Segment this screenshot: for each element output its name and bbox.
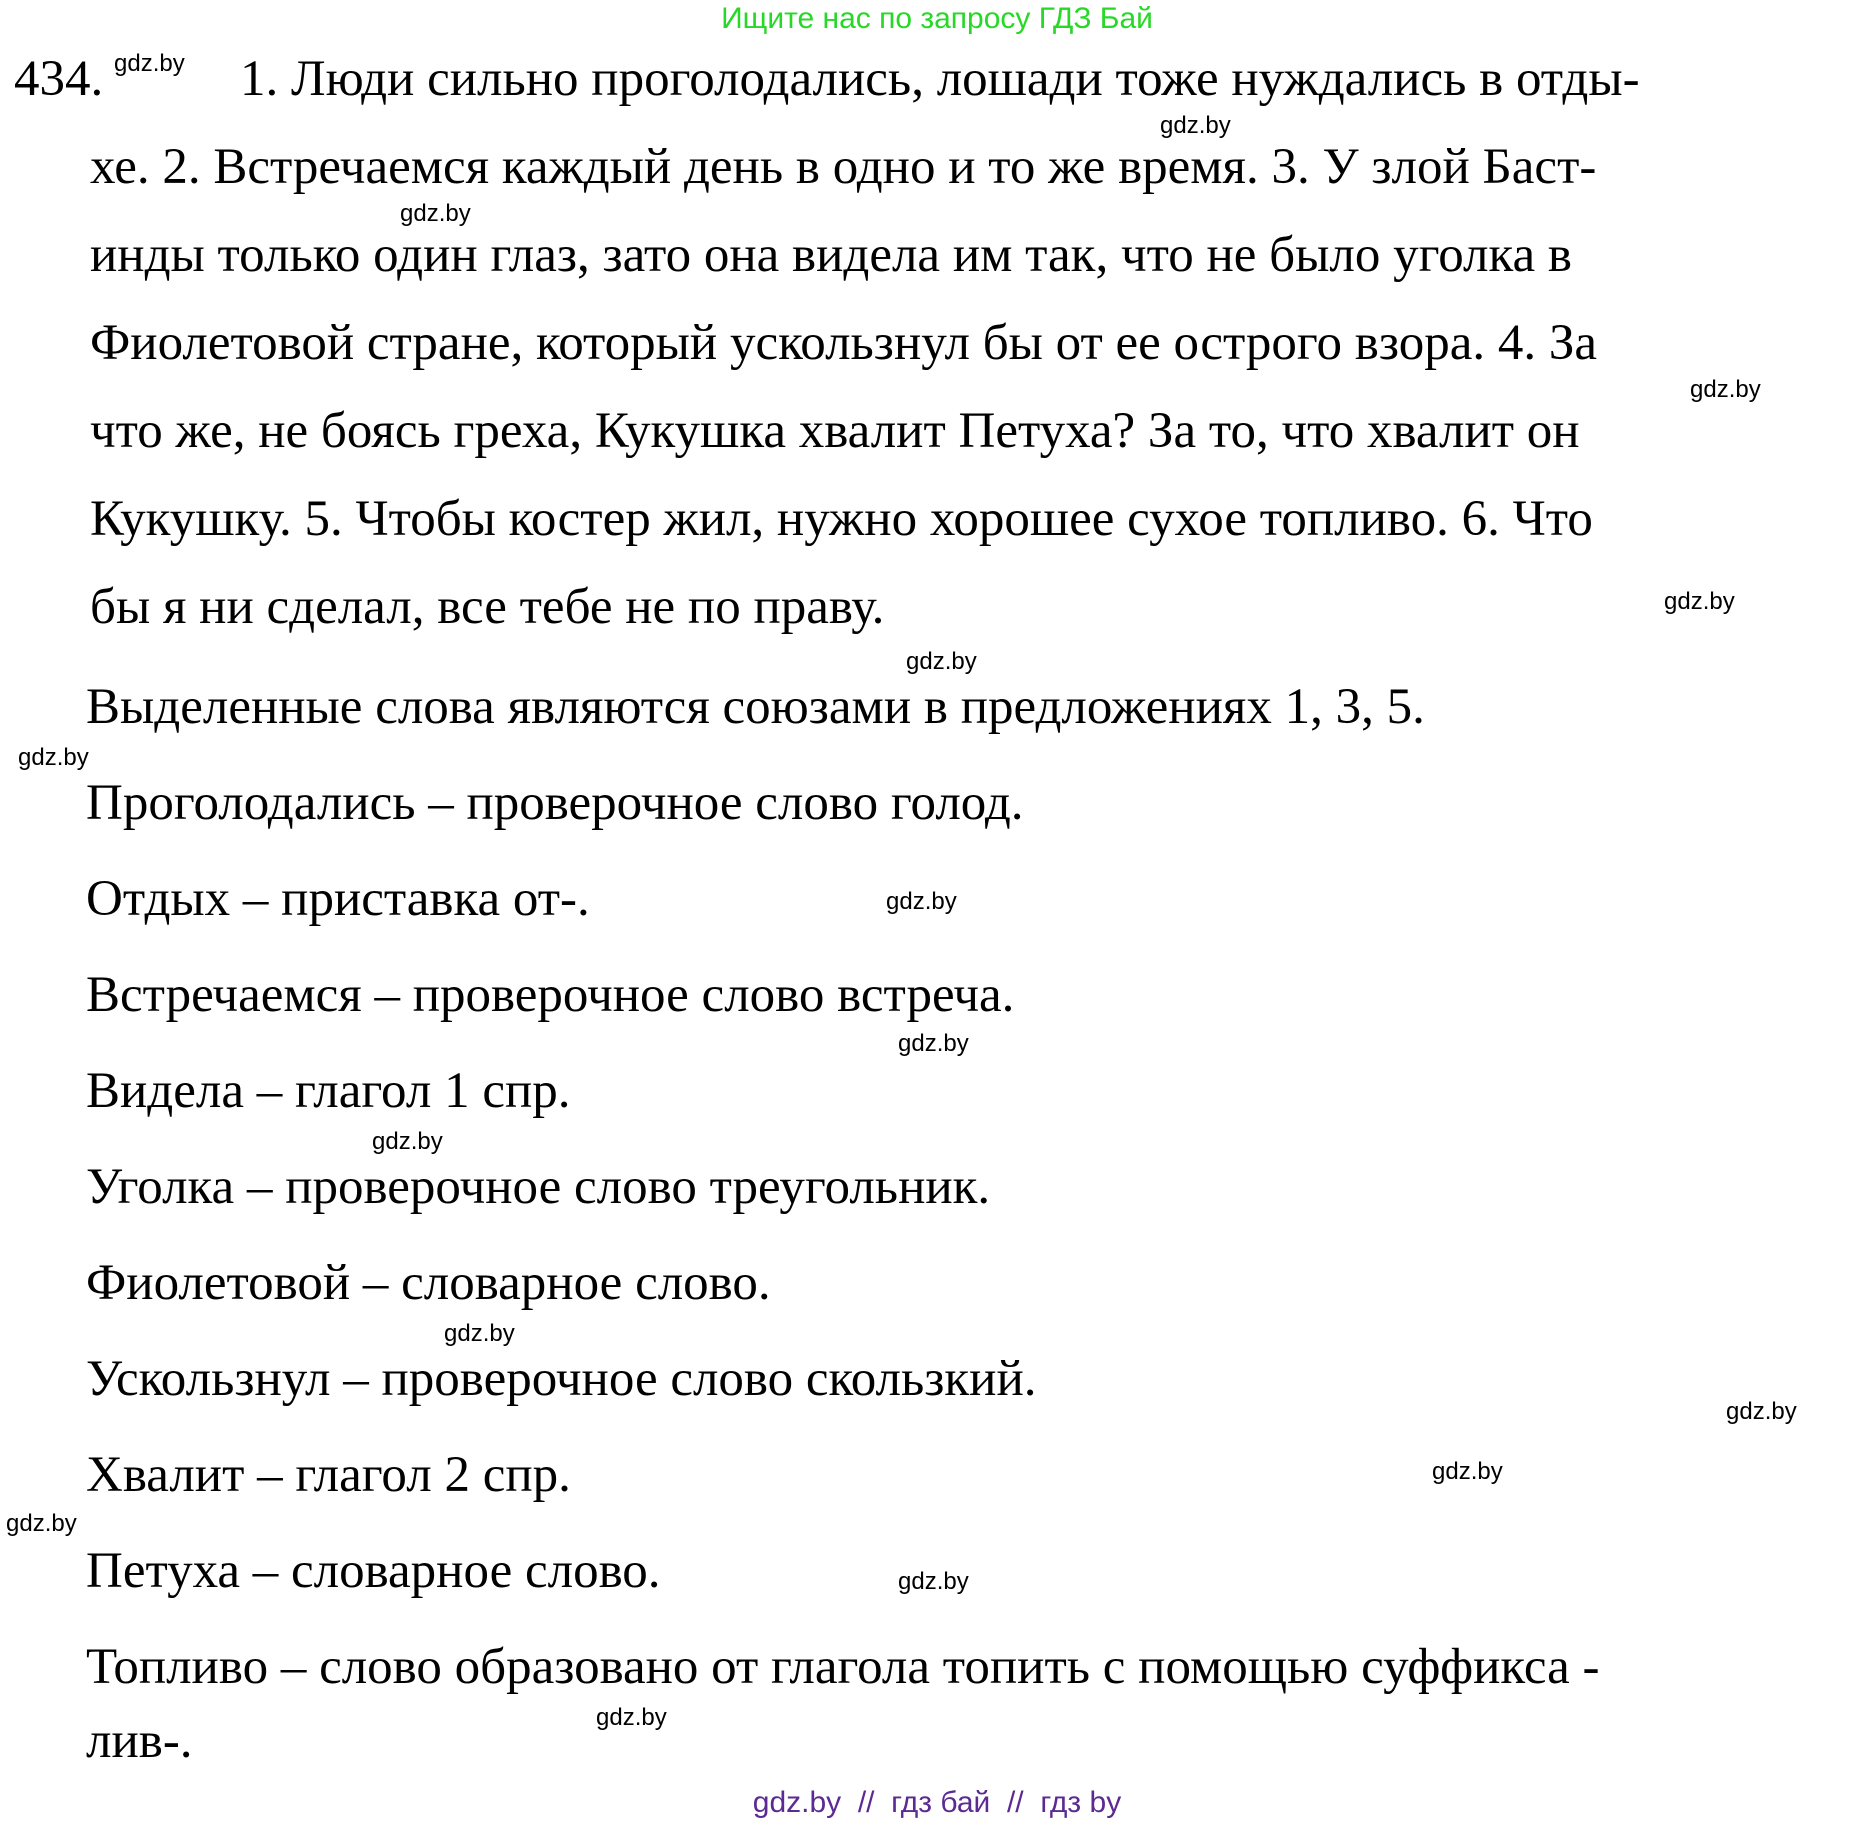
paragraph-line: инды только один глаз, зато она видела им так, что не было уголка в <box>90 227 1572 283</box>
watermark: gdz.by <box>444 1320 515 1347</box>
answer-line: Отдых – приставка от-. <box>86 871 590 927</box>
watermark: gdz.by <box>1160 112 1231 139</box>
paragraph-line: бы я ни сделал, все тебе не по праву. <box>90 579 885 635</box>
answer-line: Петуха – словарное слово. <box>86 1543 661 1599</box>
paragraph-line: Фиолетовой стране, который ускользнул бы от ее острого взора. 4. За <box>90 315 1598 371</box>
footer-links: gdz.by // гдз бай // гдз by <box>752 1786 1122 1819</box>
watermark: gdz.by <box>1432 1458 1503 1485</box>
watermark: gdz.by <box>400 200 471 227</box>
watermark: gdz.by <box>886 888 957 915</box>
paragraph-line: Кукушку. 5. Чтобы костер жил, нужно хорошее сухое топливо. 6. Что <box>90 491 1593 547</box>
watermark: gdz.by <box>898 1030 969 1057</box>
answer-line: Выделенные слова являются союзами в предложениях 1, 3, 5. <box>86 679 1425 735</box>
answer-line: Проголодались – проверочное слово голод. <box>86 775 1024 831</box>
watermark: gdz.by <box>906 648 977 675</box>
paragraph-line: 1. Люди сильно проголодались, лошади тоже нуждались в отды- <box>240 51 1640 107</box>
exercise-number: 434. <box>14 51 104 107</box>
watermark: gdz.by <box>1664 588 1735 615</box>
answer-line: Топливо – слово образовано от глагола топить с помощью суффикса - <box>86 1639 1600 1695</box>
watermark: gdz.by <box>596 1704 667 1731</box>
watermark: gdz.by <box>1690 376 1761 403</box>
watermark: gdz.by <box>372 1128 443 1155</box>
header-search-hint: Ищите нас по запросу ГДЗ Бай <box>721 2 1153 35</box>
watermark: gdz.by <box>898 1568 969 1595</box>
answer-line: лив-. <box>86 1713 193 1769</box>
paragraph-line: хе. 2. Встречаемся каждый день в одно и то же время. 3. У злой Баст- <box>90 139 1597 195</box>
watermark: gdz.by <box>1726 1398 1797 1425</box>
watermark: gdz.by <box>18 744 89 771</box>
answer-line: Ускользнул – проверочное слово скользкий. <box>86 1351 1037 1407</box>
answer-line: Фиолетовой – словарное слово. <box>86 1255 771 1311</box>
paragraph-line: что же, не боясь греха, Кукушка хвалит Петуха? За то, что хвалит он <box>90 403 1580 459</box>
answer-line: Хвалит – глагол 2 спр. <box>86 1447 571 1503</box>
answer-line: Уголка – проверочное слово треугольник. <box>86 1159 991 1215</box>
answer-line: Встречаемся – проверочное слово встреча. <box>86 967 1015 1023</box>
watermark: gdz.by <box>114 50 185 77</box>
watermark: gdz.by <box>6 1510 77 1537</box>
answer-line: Видела – глагол 1 спр. <box>86 1063 571 1119</box>
